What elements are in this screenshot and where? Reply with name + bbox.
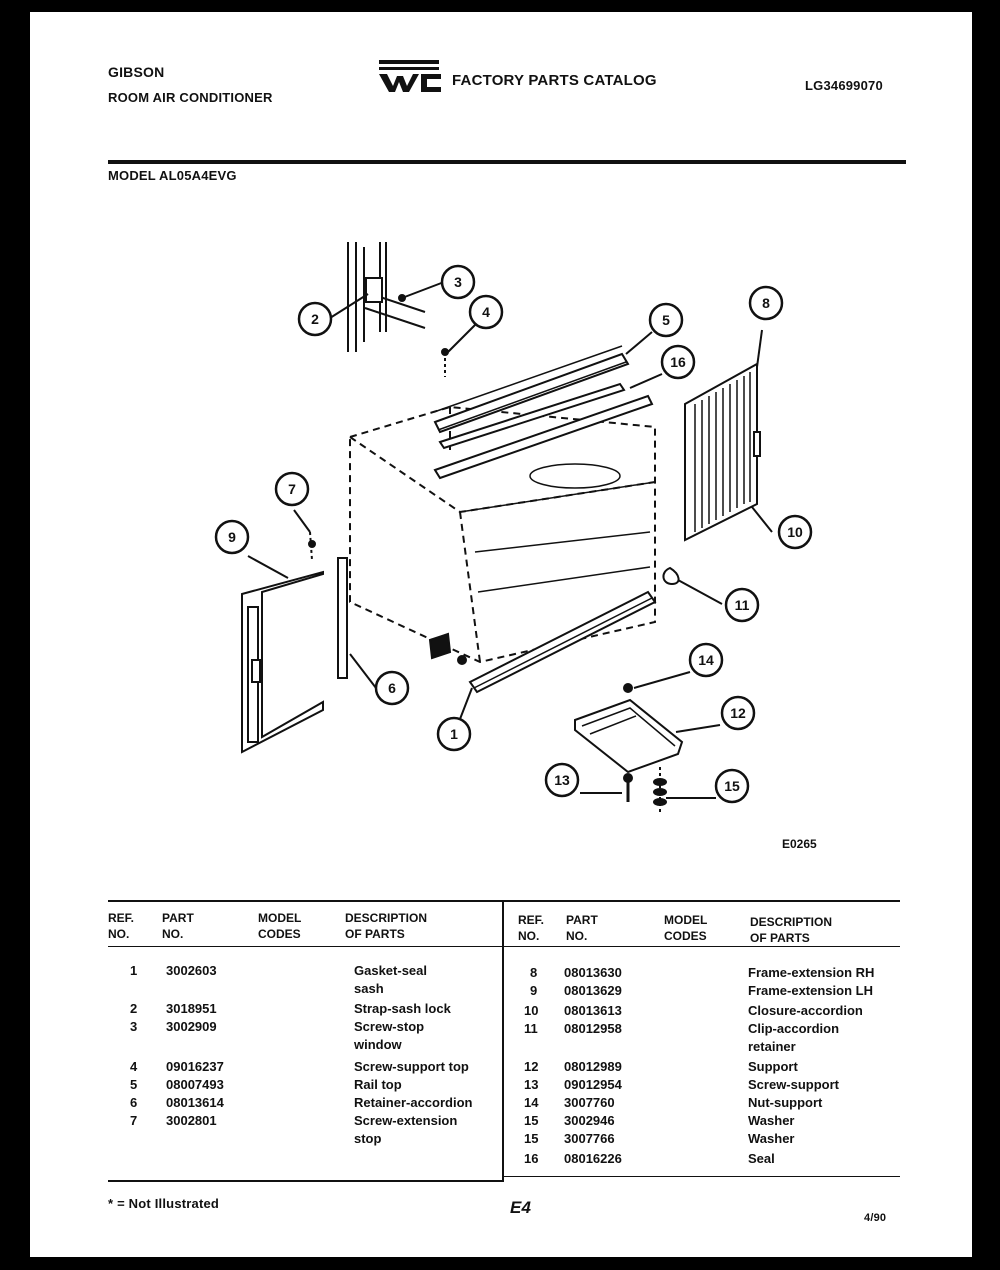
model-header-right: MODEL CODES [664,913,708,943]
diagram-code: E0265 [782,837,817,851]
callout-14-label: 14 [698,652,714,668]
callout-2-label: 2 [311,311,319,327]
exploded-parts-diagram [30,12,972,892]
callout-11-label: 11 [734,597,750,613]
table-right-bottom-rule [504,1176,900,1177]
part-header-right: PART NO. [566,913,598,943]
brand-name: GIBSON [108,64,165,80]
right-frame-extension [685,364,757,540]
table-divider [502,902,504,1180]
desc-header-left: DESCRIPTION OF PARTS [345,911,428,941]
callout-9-label: 9 [228,529,236,545]
model-header-left: MODEL CODES [258,911,302,941]
callout-15-label: 15 [724,778,740,794]
catalog-number: LG34699070 [805,78,883,93]
support-bracket [575,700,682,772]
callout-12-label: 12 [730,705,746,721]
not-illustrated-note: * = Not Illustrated [108,1196,220,1211]
callout-16-label: 16 [670,354,686,370]
product-type: ROOM AIR CONDITIONER [108,90,273,105]
callout-5-label: 5 [662,312,670,328]
callout-1-label: 1 [450,726,458,742]
catalog-page: GIBSON ROOM AIR CONDITIONER FACTORY PARTS CATALOG LG34699070 MODEL AL05A4EVG 1 2 3 4 5 6 7 8 9 10 11 12 13 14 15 16 E0265 REF. NO. PART NO. MODEL CODES DESCRIPTION OF PARTS REF. NO. PART NO. MODEL CODES DESCRIPTION OF PARTS 1 3002603 Gasket-seal sash 2 3018951 Strap-sash lock 3 3002909 Screw-stop window 4 09016237 Screw-support top 5 08007493 Rail top 6 08013614 Retainer-accordion 7 3002801 Screw-extension stop 8 08013630 Frame-extension RH 9 08013629 Frame-extension LH 10 08013613 Closure-accordion 11 08012958 Clip-accordion retainer 12 08012989 Support 13 09012954 Screw-support 14 3007760 Nut-support 15 3002946 Washer 15 3007766 Washer 16 08016226 Seal * = Not Illustrated E4 4/90 [30,12,972,1257]
callout-3-label: 3 [454,274,462,290]
ref-header-left: REF. NO. [108,911,135,941]
accordion-retainer [338,558,347,678]
revision-date: 4/90 [864,1212,887,1224]
model-number: MODEL AL05A4EVG [108,168,237,183]
callout-10-label: 10 [787,524,803,540]
callout-8-label: 8 [762,295,770,311]
page-number: E4 [510,1198,532,1217]
callout-13-label: 13 [554,772,570,788]
bottom-gasket [470,592,655,692]
table-bottom-rule [108,1180,504,1182]
desc-header-right: DESCRIPTION OF PARTS [750,915,833,945]
callout-6-label: 6 [388,680,396,696]
table-top-rule [108,900,900,902]
callout-4-label: 4 [482,304,490,320]
ref-header-right: REF. NO. [518,913,545,943]
catalog-title: FACTORY PARTS CATALOG [452,72,657,89]
table-header-rule [108,946,900,947]
part-header-left: PART NO. [162,911,194,941]
callout-7-label: 7 [288,481,296,497]
sash-lock-strap [366,278,382,302]
